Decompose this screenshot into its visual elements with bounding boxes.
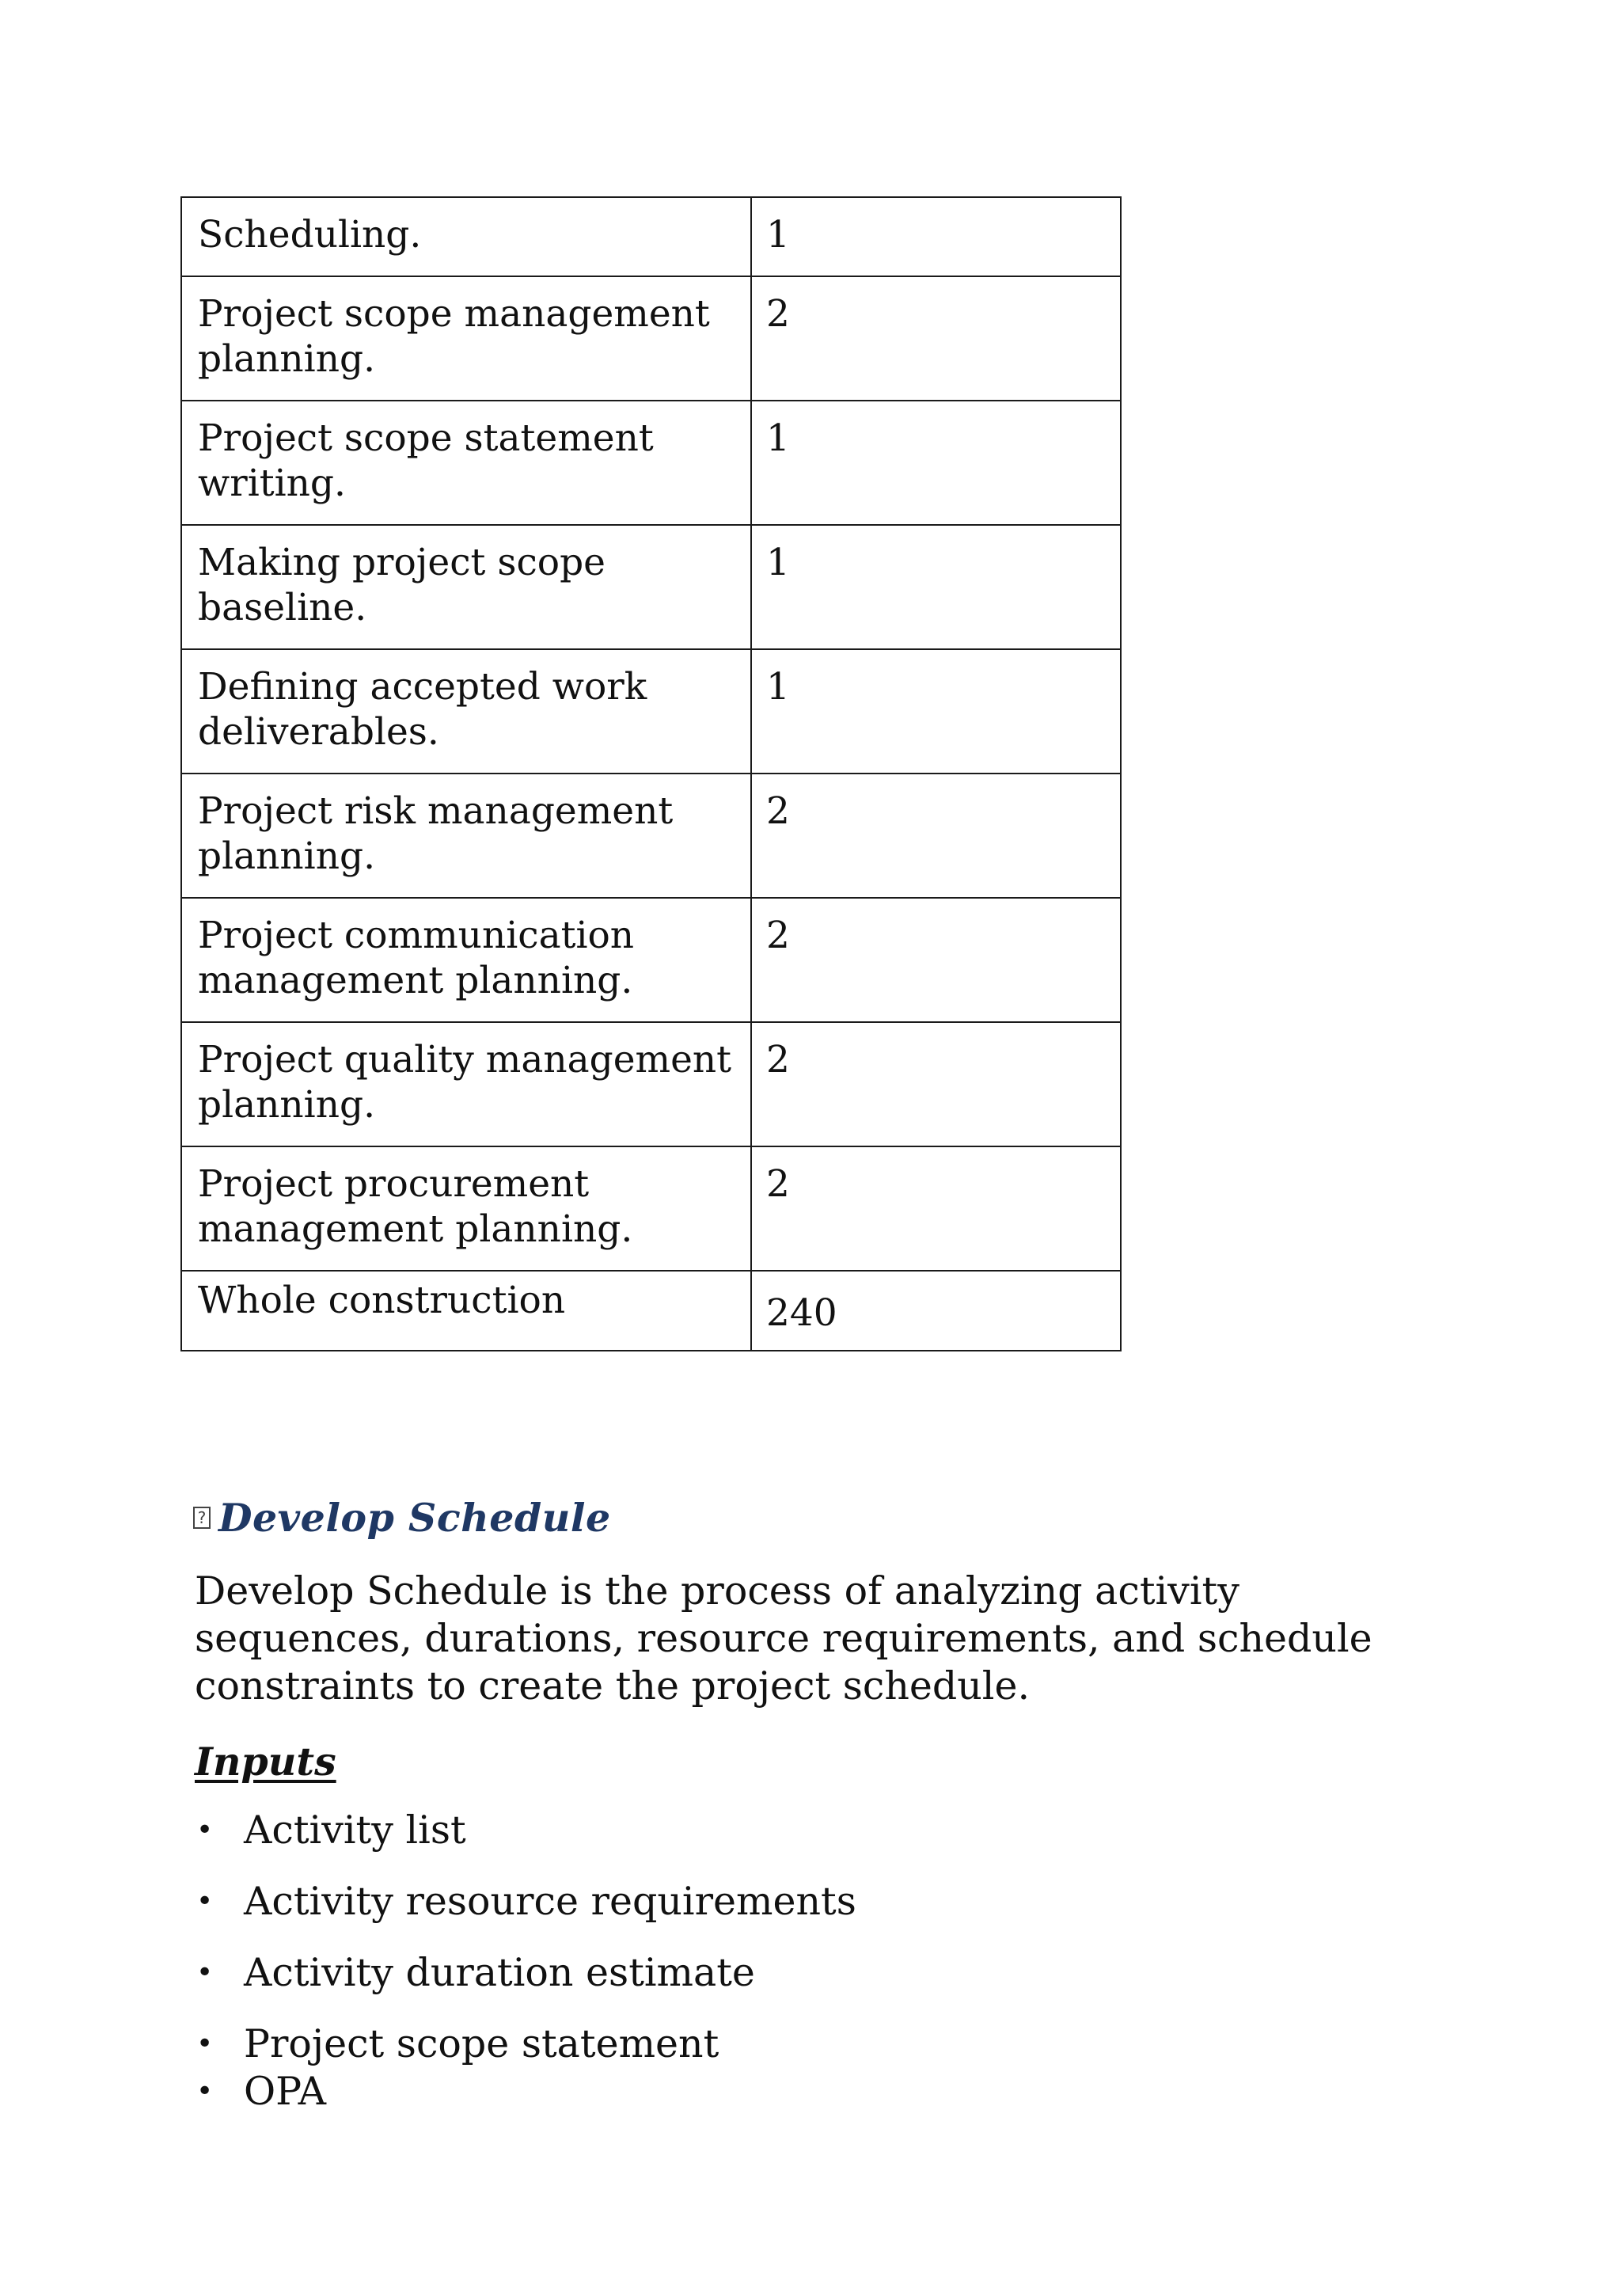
task-cell: Project quality management planning. [181, 1022, 751, 1146]
list-item [195, 2020, 856, 2068]
table-row [181, 525, 1121, 649]
value-cell: 1 [751, 401, 1121, 525]
table-row [181, 1271, 1121, 1351]
bullet-icon: • [196, 2075, 214, 2108]
duration-table [180, 196, 1122, 1351]
table-row [181, 1022, 1121, 1146]
task-cell: Making project scope baseline. [181, 525, 751, 649]
task-cell: Project procurement management planning. [181, 1146, 751, 1271]
list-item [195, 1878, 856, 1925]
section-heading [193, 1495, 611, 1541]
task-cell: Project scope management planning. [181, 276, 751, 401]
list-item-label: Activity duration estimate [244, 1950, 755, 1995]
list-item-label: Activity resource requirements [244, 1879, 856, 1924]
value-cell: 240 [751, 1271, 1121, 1351]
value-cell: 2 [751, 1022, 1121, 1146]
list-item [195, 1949, 856, 1997]
table-row [181, 1146, 1121, 1271]
list-item-label: OPA [244, 2069, 327, 2114]
task-cell: Project communication management planning. [181, 898, 751, 1022]
task-cell: Whole construction [181, 1271, 751, 1351]
list-item-label: Activity list [244, 1808, 466, 1853]
table-row [181, 774, 1121, 898]
table-row [181, 401, 1121, 525]
bullet-icon: • [196, 1956, 214, 1989]
section-description: Develop Schedule is the process of analyzing activity sequences, durations, resource requirements, and schedule constraints to create the project schedule. [195, 1568, 1372, 1709]
bullet-icon: • [196, 1885, 214, 1918]
table-row [181, 898, 1121, 1022]
task-cell: Defining accepted work deliverables. [181, 649, 751, 774]
table-row [181, 649, 1121, 774]
value-cell: 1 [751, 197, 1121, 276]
bullet-icon: • [196, 1814, 214, 1846]
section-title: Develop Schedule [218, 1495, 611, 1541]
inputs-heading: Inputs [195, 1739, 336, 1785]
value-cell: 2 [751, 276, 1121, 401]
list-item-label: Project scope statement [244, 2021, 719, 2066]
list-item [195, 1807, 856, 1854]
value-cell: 2 [751, 1146, 1121, 1271]
value-cell: 2 [751, 774, 1121, 898]
inputs-list [195, 1807, 856, 2115]
table-row [181, 276, 1121, 401]
value-cell: 1 [751, 649, 1121, 774]
task-cell: Project scope statement writing. [181, 401, 751, 525]
task-cell: Scheduling. [181, 197, 751, 276]
table-row [181, 197, 1121, 276]
value-cell: 2 [751, 898, 1121, 1022]
value-cell: 1 [751, 525, 1121, 649]
task-cell: Project risk management planning. [181, 774, 751, 898]
missing-glyph-icon: ? [193, 1507, 211, 1529]
bullet-icon: • [196, 2028, 214, 2060]
list-item [195, 2068, 856, 2115]
